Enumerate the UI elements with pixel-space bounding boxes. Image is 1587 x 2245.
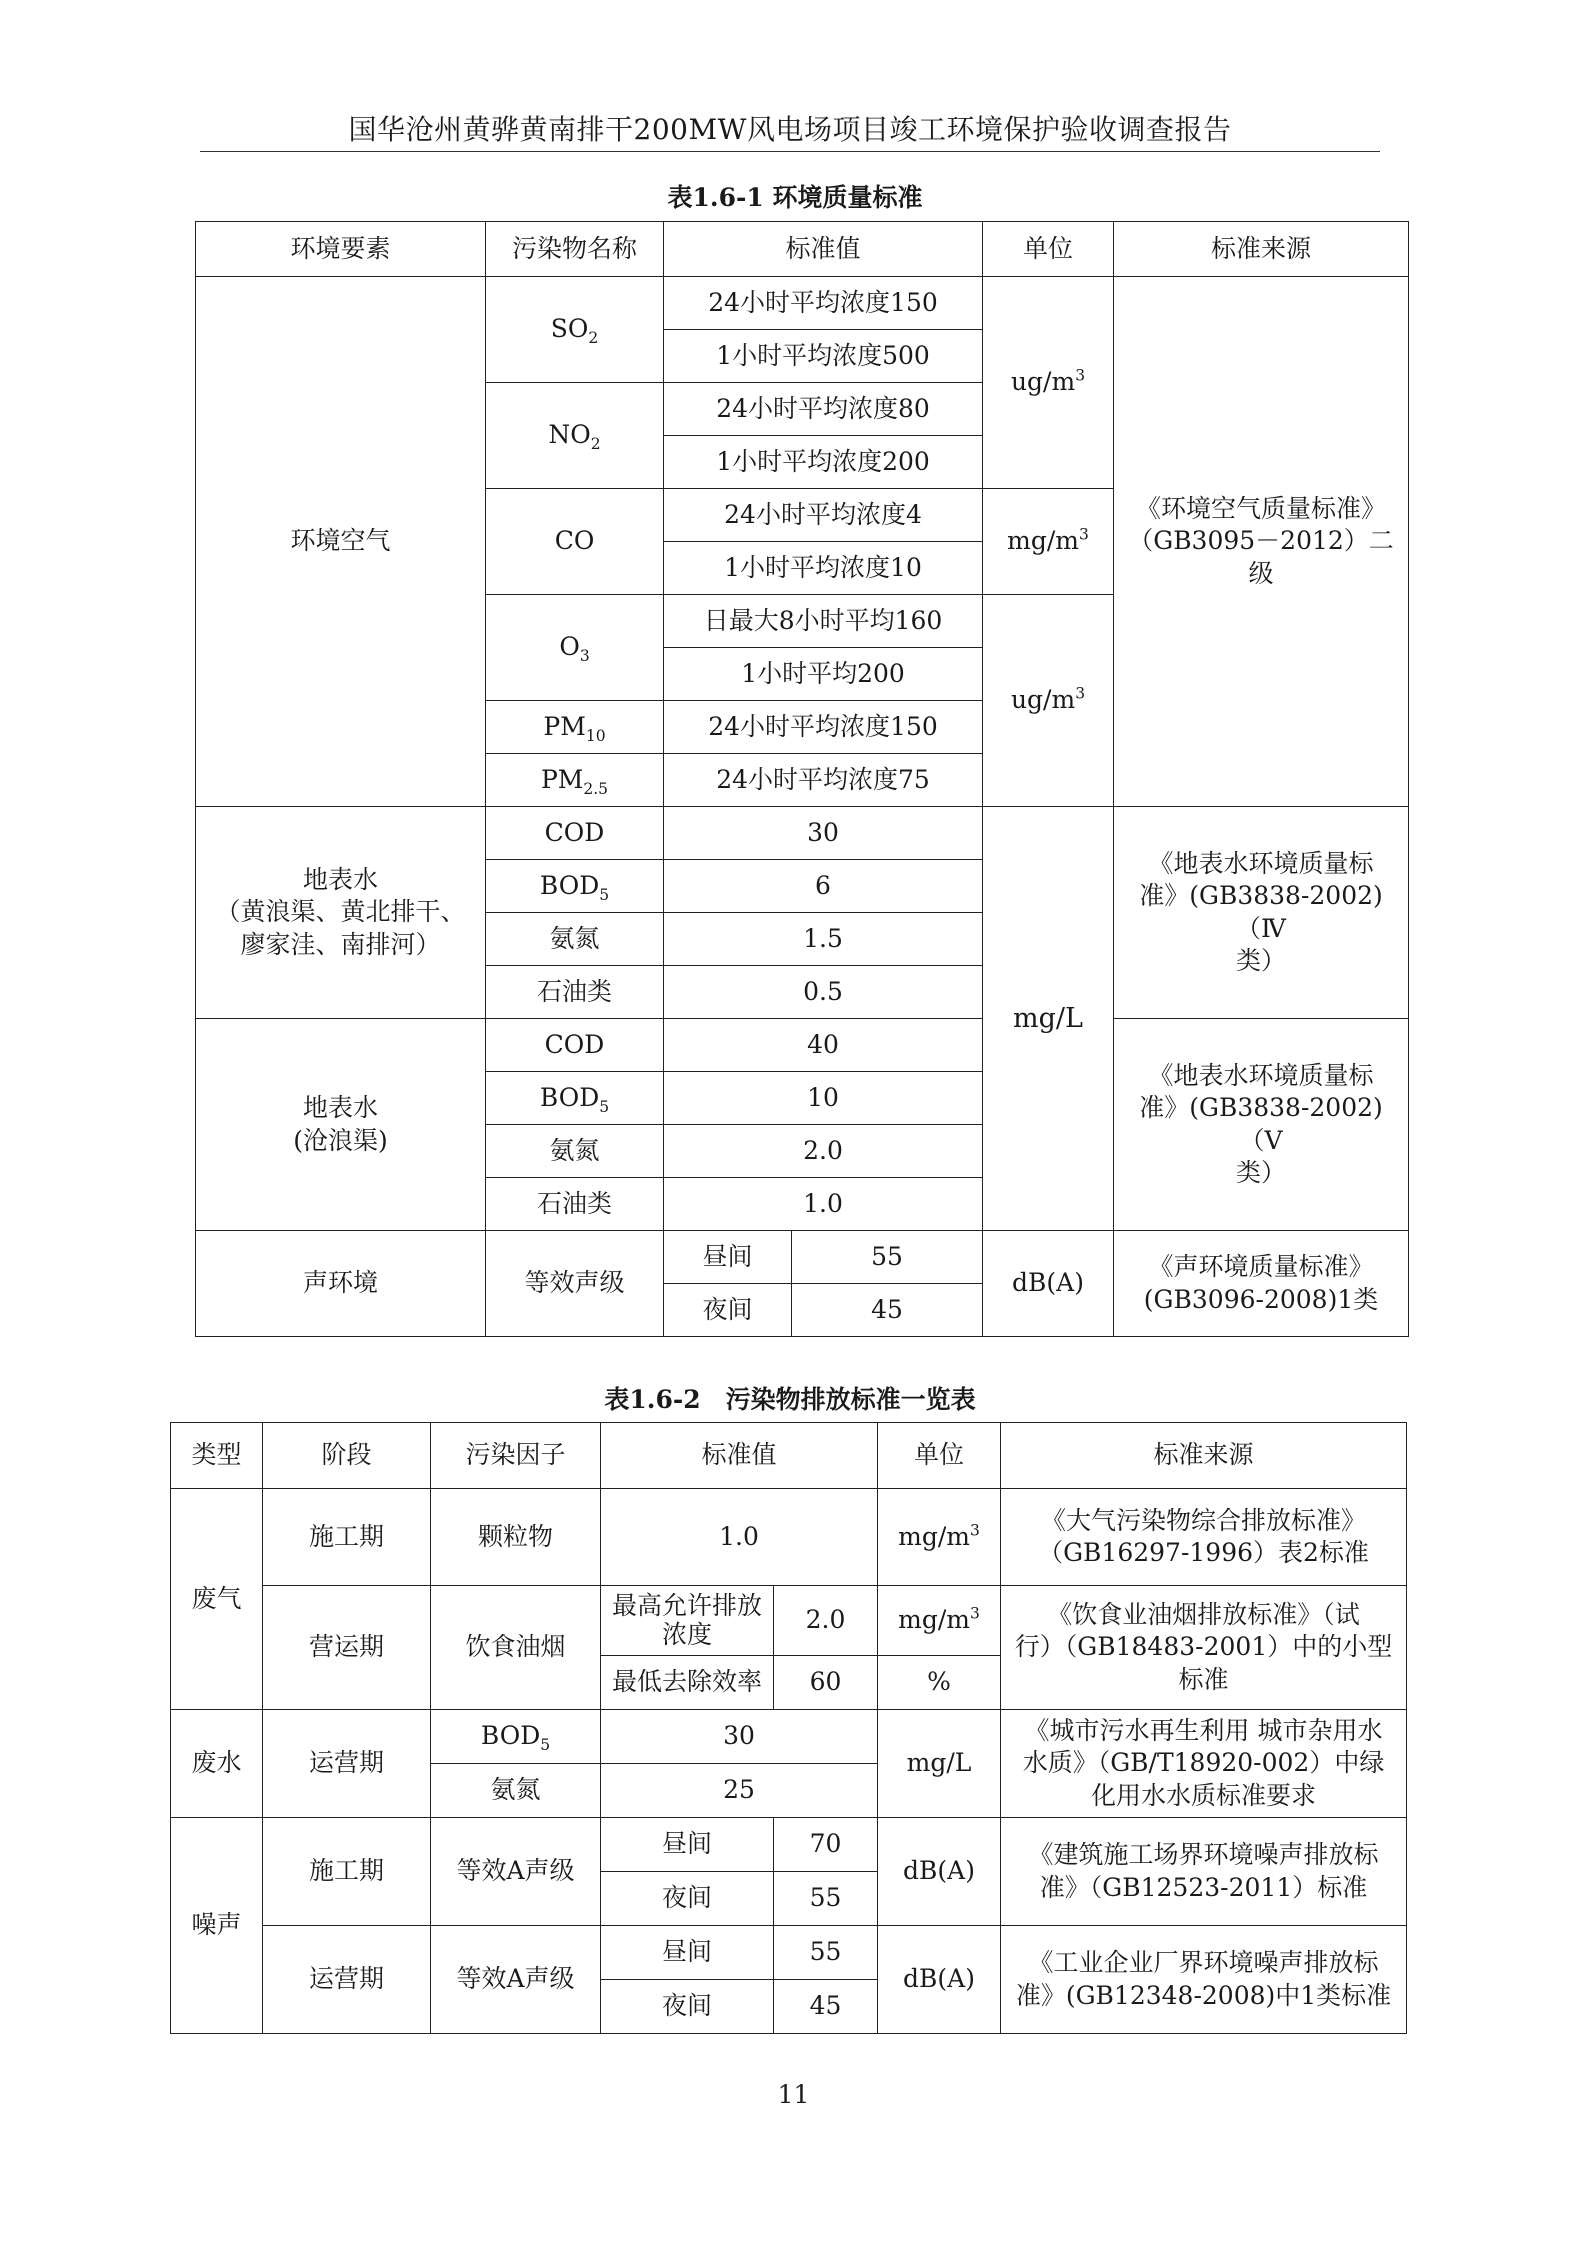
air-unit-ug-1: $ug/m^3$ — [983, 277, 1114, 489]
gas-construction-factor: 颗粒物 — [431, 1489, 601, 1586]
table1-caption: 表1.6-1 环境质量标准 — [667, 183, 923, 212]
table-row — [171, 1710, 1407, 1764]
gas-operation-stage: 营运期 — [263, 1586, 431, 1710]
no2-value-1h: 1小时平均浓度200 — [664, 436, 983, 489]
wastewater-nh3-value: 25 — [601, 1764, 878, 1818]
wastewater-unit: mg/L — [878, 1710, 1001, 1818]
gas-operation-source: 《饮食业油烟排放标准》（试 行）（GB18483-2001）中的小型 标准 — [1001, 1586, 1407, 1710]
pm10-cell: $PM_{10}$ — [486, 701, 664, 754]
table1-header-value: 标准值 — [664, 222, 983, 277]
noise-construction-night-value: 55 — [774, 1872, 878, 1926]
table2-header-value: 标准值 — [601, 1423, 878, 1489]
noise-construction-unit: dB(A) — [878, 1818, 1001, 1926]
gas-operation-factor: 饮食油烟 — [431, 1586, 601, 1710]
table2-caption: 表1.6-2 污染物排放标准一览表 — [604, 1385, 976, 1414]
water2-nh3-value: 2.0 — [664, 1125, 983, 1178]
water1-oil-value: 0.5 — [664, 966, 983, 1019]
noise-operation-day: 昼间 — [601, 1926, 774, 1980]
page-header: 国华沧州黄骅黄南排干200MW风电场项目竣工环境保护验收调查报告 — [348, 113, 1232, 146]
water-unit-cell: mg/L — [983, 807, 1114, 1231]
table1-header-row — [196, 222, 1409, 277]
table-row — [171, 1818, 1407, 1872]
co-value-1h: 1小时平均浓度10 — [664, 542, 983, 595]
gas-operation-unit1: $mg/m^3$ — [878, 1586, 1001, 1656]
pm10-value: 24小时平均浓度150 — [664, 701, 983, 754]
water1-nh3: 氨氮 — [486, 913, 664, 966]
so2-cell: $SO_2$ — [486, 277, 664, 383]
noise-construction-source: 《建筑施工场界环境噪声排放标 准》（GB12523-2011）标准 — [1001, 1818, 1407, 1926]
o3-value-1h: 1小时平均200 — [664, 648, 983, 701]
table2-header-row — [171, 1423, 1407, 1489]
water2-oil: 石油类 — [486, 1178, 664, 1231]
emission-standards-table — [170, 1422, 1407, 2034]
table1-header-pollutant: 污染物名称 — [486, 222, 664, 277]
noise-element-cell: 声环境 — [196, 1231, 486, 1337]
table2-header-factor: 污染因子 — [431, 1423, 601, 1489]
wastewater-nh3: 氨氮 — [431, 1764, 601, 1818]
noise-operation-day-value: 55 — [774, 1926, 878, 1980]
water1-cod: COD — [486, 807, 664, 860]
o3-cell: $O_3$ — [486, 595, 664, 701]
water2-source-cell: 《地表水环境质量标 准》(GB3838-2002)（Ⅴ 类） — [1114, 1019, 1409, 1231]
table1-header-element: 环境要素 — [196, 222, 486, 277]
air-unit-ug-2: $ug/m^3$ — [983, 595, 1114, 807]
gas-construction-value: 1.0 — [601, 1489, 878, 1586]
wastewater-source: 《城市污水再生利用 城市杂用水 水质》（GB/T18920-002）中绿 化用水水质标准要求 — [1001, 1710, 1407, 1818]
air-element-cell: 环境空气 — [196, 277, 486, 807]
noise-operation-stage: 运营期 — [263, 1926, 431, 2034]
co-value-24h: 24小时平均浓度4 — [664, 489, 983, 542]
table2-header-source: 标准来源 — [1001, 1423, 1407, 1489]
gas-operation-item1: 最高允许排放 浓度 — [601, 1586, 774, 1656]
pm25-cell: $PM_{2.5}$ — [486, 754, 664, 807]
header-divider — [200, 151, 1380, 152]
no2-value-24h: 24小时平均浓度80 — [664, 383, 983, 436]
gas-construction-stage: 施工期 — [263, 1489, 431, 1586]
water1-nh3-value: 1.5 — [664, 913, 983, 966]
noise-night-label: 夜间 — [664, 1284, 792, 1337]
o3-value-8h: 日最大8小时平均160 — [664, 595, 983, 648]
noise-day-label: 昼间 — [664, 1231, 792, 1284]
page-number: 11 — [777, 2080, 810, 2109]
table-row — [196, 1019, 1409, 1072]
gas-construction-unit: $mg/m^3$ — [878, 1489, 1001, 1586]
water2-cod: COD — [486, 1019, 664, 1072]
noise-source-cell: 《声环境质量标准》 (GB3096-2008)1类 — [1114, 1231, 1409, 1337]
air-source-cell: 《环境空气质量标准》 （GB3095－2012）二级 — [1114, 277, 1409, 807]
water2-nh3: 氨氮 — [486, 1125, 664, 1178]
water1-bod: $BOD_5$ — [486, 860, 664, 913]
water1-oil: 石油类 — [486, 966, 664, 1019]
so2-value-24h: 24小时平均浓度150 — [664, 277, 983, 330]
water2-element-cell: 地表水 (沧浪渠) — [196, 1019, 486, 1231]
table-row — [196, 807, 1409, 860]
water2-bod-value: 10 — [664, 1072, 983, 1125]
noise-construction-stage: 施工期 — [263, 1818, 431, 1926]
pm25-value: 24小时平均浓度75 — [664, 754, 983, 807]
gas-construction-source: 《大气污染物综合排放标准》 （GB16297-1996）表2标准 — [1001, 1489, 1407, 1586]
noise-construction-day-value: 70 — [774, 1818, 878, 1872]
table2-header-stage: 阶段 — [263, 1423, 431, 1489]
so2-value-1h: 1小时平均浓度500 — [664, 330, 983, 383]
table1-header-source: 标准来源 — [1114, 222, 1409, 277]
noise-operation-night-value: 45 — [774, 1980, 878, 2034]
water1-cod-value: 30 — [664, 807, 983, 860]
water1-element-cell: 地表水 （黄浪渠、黄北排干、 廖家洼、南排河） — [196, 807, 486, 1019]
no2-cell: $NO_2$ — [486, 383, 664, 489]
noise-construction-factor: 等效A声级 — [431, 1818, 601, 1926]
noise-night-value: 45 — [792, 1284, 983, 1337]
wastewater-stage: 运营期 — [263, 1710, 431, 1818]
co-cell: CO — [486, 489, 664, 595]
wastewater-bod: $BOD_5$ — [431, 1710, 601, 1764]
table-row — [171, 1926, 1407, 1980]
noise-day-value: 55 — [792, 1231, 983, 1284]
noise-operation-source: 《工业企业厂界环境噪声排放标 准》(GB12348-2008)中1类标准 — [1001, 1926, 1407, 2034]
noise-construction-day: 昼间 — [601, 1818, 774, 1872]
noise-operation-night: 夜间 — [601, 1980, 774, 2034]
noise-operation-factor: 等效A声级 — [431, 1926, 601, 2034]
table2-header-type: 类型 — [171, 1423, 263, 1489]
environmental-quality-table — [195, 221, 1409, 1337]
gas-operation-value1: 2.0 — [774, 1586, 878, 1656]
table-row — [171, 1586, 1407, 1656]
noise-pollutant-cell: 等效声级 — [486, 1231, 664, 1337]
water2-bod: $BOD_5$ — [486, 1072, 664, 1125]
water2-cod-value: 40 — [664, 1019, 983, 1072]
noise-type-cell: 噪声 — [171, 1818, 263, 2034]
wastewater-type-cell: 废水 — [171, 1710, 263, 1818]
gas-operation-item2: 最低去除效率 — [601, 1656, 774, 1710]
water1-bod-value: 6 — [664, 860, 983, 913]
table-row — [171, 1489, 1407, 1586]
table2-header-unit: 单位 — [878, 1423, 1001, 1489]
table1-header-unit: 单位 — [983, 222, 1114, 277]
gas-operation-unit2: % — [878, 1656, 1001, 1710]
wastewater-bod-value: 30 — [601, 1710, 878, 1764]
water2-oil-value: 1.0 — [664, 1178, 983, 1231]
noise-unit-cell: dB(A) — [983, 1231, 1114, 1337]
air-unit-mg: $mg/m^3$ — [983, 489, 1114, 595]
gas-operation-value2: 60 — [774, 1656, 878, 1710]
table-row — [196, 277, 1409, 330]
table-row — [196, 1231, 1409, 1284]
noise-operation-unit: dB(A) — [878, 1926, 1001, 2034]
water1-source-cell: 《地表水环境质量标 准》(GB3838-2002)（Ⅳ 类） — [1114, 807, 1409, 1019]
noise-construction-night: 夜间 — [601, 1872, 774, 1926]
gas-type-cell: 废气 — [171, 1489, 263, 1710]
